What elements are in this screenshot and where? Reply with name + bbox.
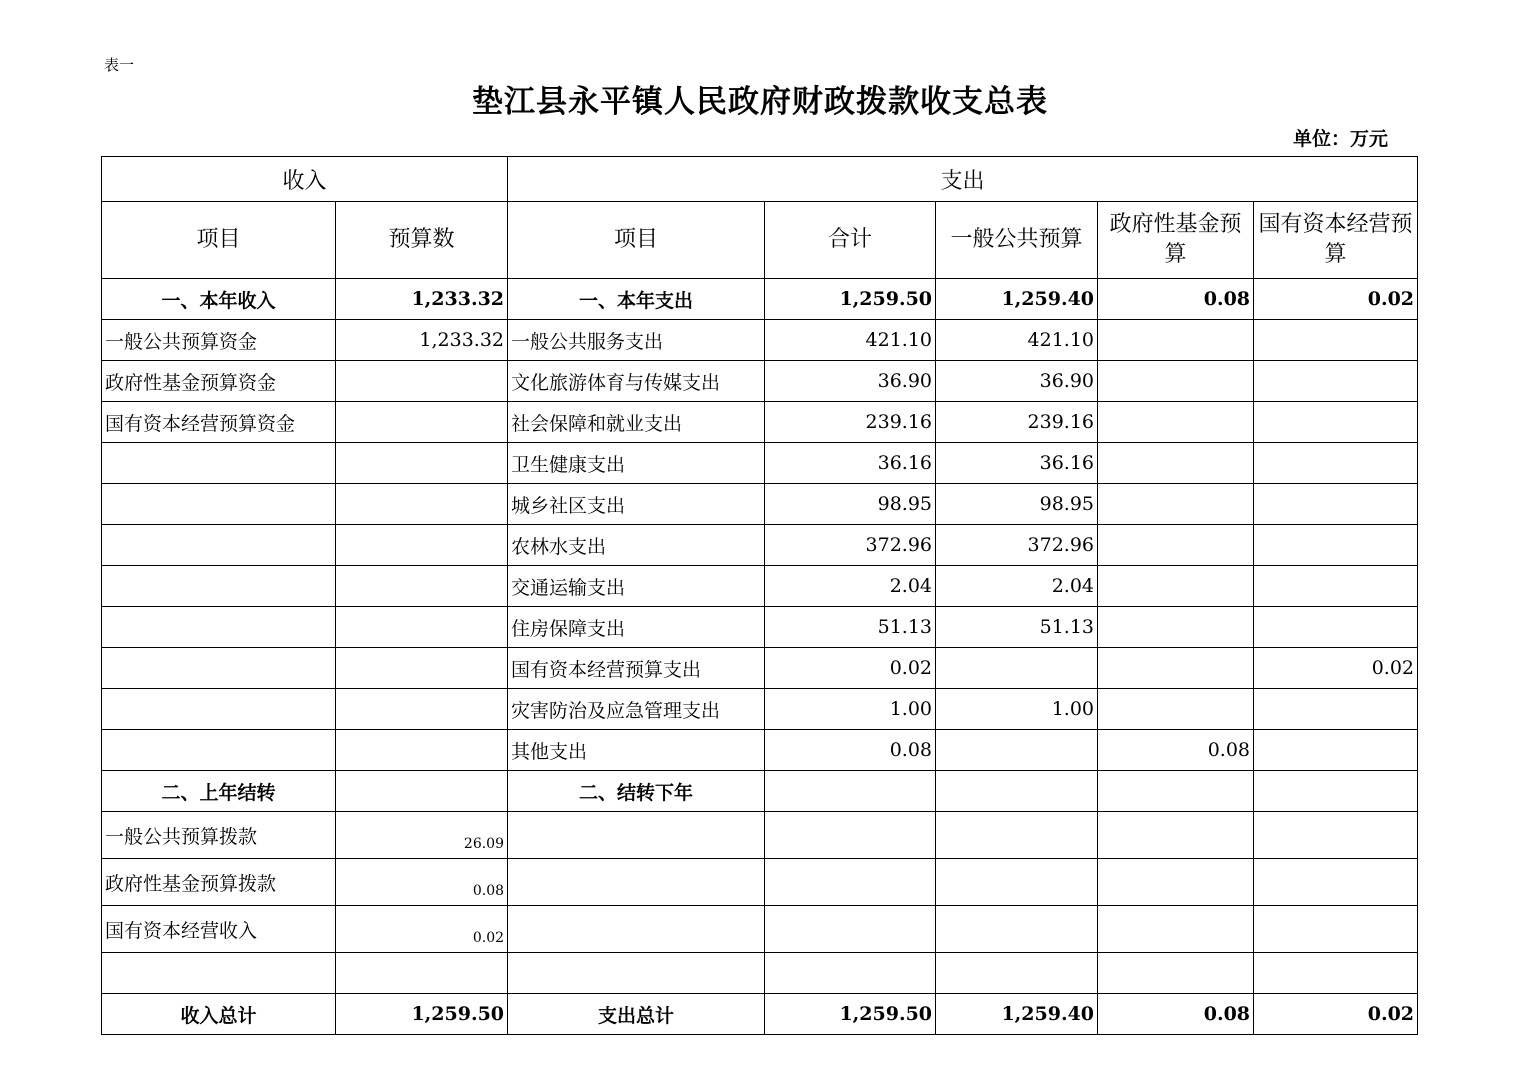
income-item-cell: 国有资本经营预算资金 [102, 402, 336, 443]
expense-total-cell [765, 859, 936, 906]
state-capital-cell [1254, 443, 1418, 484]
fund-budget-cell [1098, 689, 1254, 730]
fund-budget-cell: 0.08 [1098, 730, 1254, 771]
income-budget-cell [336, 484, 508, 525]
state-capital-cell [1254, 566, 1418, 607]
state-capital-budget-header: 国有资本经营预算 [1254, 202, 1418, 279]
table-row [102, 566, 1418, 607]
state-capital-cell [1254, 607, 1418, 648]
fund-budget-cell [1098, 320, 1254, 361]
state-capital-cell [1254, 730, 1418, 771]
income-item-cell [102, 525, 336, 566]
income-item-cell: 政府性基金预算拨款 [102, 859, 336, 906]
general-budget-cell [936, 953, 1098, 994]
expense-item-cell: 交通运输支出 [508, 566, 765, 607]
expense-total-cell: 1,259.50 [765, 994, 936, 1035]
expense-total-cell: 0.02 [765, 648, 936, 689]
expense-total-cell: 36.16 [765, 443, 936, 484]
table-row [102, 525, 1418, 566]
fund-budget-cell [1098, 607, 1254, 648]
general-budget-cell: 421.10 [936, 320, 1098, 361]
income-item-cell [102, 648, 336, 689]
fund-budget-cell [1098, 402, 1254, 443]
income-item-cell [102, 689, 336, 730]
state-capital-cell [1254, 484, 1418, 525]
income-item-cell: 国有资本经营收入 [102, 906, 336, 953]
fund-budget-cell [1098, 484, 1254, 525]
general-budget-header: 一般公共预算 [936, 202, 1098, 279]
expense-item-cell: 一般公共服务支出 [508, 320, 765, 361]
income-header: 收入 [102, 157, 508, 202]
expense-total-cell [765, 906, 936, 953]
expense-item-cell [508, 859, 765, 906]
general-budget-cell: 2.04 [936, 566, 1098, 607]
state-capital-cell [1254, 402, 1418, 443]
budget-header: 预算数 [336, 202, 508, 279]
expense-item-cell: 国有资本经营预算支出 [508, 648, 765, 689]
general-budget-cell: 239.16 [936, 402, 1098, 443]
page-title: 垫江县永平镇人民政府财政拨款收支总表 [472, 84, 1048, 120]
fund-budget-cell: 0.08 [1098, 994, 1254, 1035]
expense-item-cell: 一、本年支出 [508, 279, 765, 320]
general-budget-cell: 98.95 [936, 484, 1098, 525]
expense-total-cell: 0.08 [765, 730, 936, 771]
table-row [102, 279, 1418, 320]
fund-budget-cell [1098, 566, 1254, 607]
general-budget-cell [936, 859, 1098, 906]
table-row [102, 443, 1418, 484]
fund-budget-cell [1098, 771, 1254, 812]
income-item-cell: 一、本年收入 [102, 279, 336, 320]
state-capital-cell [1254, 953, 1418, 994]
expense-item-cell: 社会保障和就业支出 [508, 402, 765, 443]
expense-item-cell [508, 953, 765, 994]
income-budget-cell [336, 402, 508, 443]
expense-total-cell: 421.10 [765, 320, 936, 361]
income-item-cell [102, 953, 336, 994]
income-item-cell [102, 730, 336, 771]
expense-total-cell: 98.95 [765, 484, 936, 525]
table-row [102, 648, 1418, 689]
income-budget-cell: 0.08 [336, 859, 508, 906]
general-budget-cell: 36.16 [936, 443, 1098, 484]
expense-item-cell: 支出总计 [508, 994, 765, 1035]
table-row [102, 906, 1418, 953]
table-row [102, 484, 1418, 525]
expense-total-cell: 51.13 [765, 607, 936, 648]
state-capital-cell [1254, 320, 1418, 361]
expense-item-cell: 二、结转下年 [508, 771, 765, 812]
income-item-cell [102, 484, 336, 525]
expense-total-cell: 1.00 [765, 689, 936, 730]
state-capital-cell [1254, 689, 1418, 730]
income-budget-cell [336, 730, 508, 771]
general-budget-cell: 372.96 [936, 525, 1098, 566]
header-row-2 [102, 202, 1418, 279]
expense-total-cell [765, 953, 936, 994]
table-row [102, 953, 1418, 994]
unit-label: 单位：万元 [1292, 128, 1388, 150]
expense-item-cell: 文化旅游体育与传媒支出 [508, 361, 765, 402]
expense-item-cell: 城乡社区支出 [508, 484, 765, 525]
fund-budget-cell [1098, 648, 1254, 689]
income-item-cell: 收入总计 [102, 994, 336, 1035]
state-capital-cell [1254, 906, 1418, 953]
table-row [102, 607, 1418, 648]
total-header: 合计 [765, 202, 936, 279]
general-budget-cell: 51.13 [936, 607, 1098, 648]
expense-total-cell: 372.96 [765, 525, 936, 566]
fund-budget-cell [1098, 361, 1254, 402]
budget-table [101, 156, 1418, 1035]
income-budget-cell [336, 525, 508, 566]
general-budget-cell [936, 771, 1098, 812]
table-row [102, 994, 1418, 1035]
income-budget-cell [336, 953, 508, 994]
expense-total-cell: 1,259.50 [765, 279, 936, 320]
table-row [102, 730, 1418, 771]
income-budget-cell [336, 566, 508, 607]
fund-budget-header: 政府性基金预算 [1098, 202, 1254, 279]
expense-item-header: 项目 [508, 202, 765, 279]
expense-total-cell [765, 771, 936, 812]
general-budget-cell: 1,259.40 [936, 279, 1098, 320]
fund-budget-cell [1098, 443, 1254, 484]
table-row [102, 812, 1418, 859]
income-item-cell [102, 607, 336, 648]
fund-budget-cell [1098, 906, 1254, 953]
expense-item-cell: 其他支出 [508, 730, 765, 771]
table-row [102, 689, 1418, 730]
expense-total-cell: 36.90 [765, 361, 936, 402]
income-budget-cell [336, 648, 508, 689]
state-capital-cell: 0.02 [1254, 279, 1418, 320]
general-budget-cell [936, 812, 1098, 859]
fund-budget-cell [1098, 859, 1254, 906]
income-item-cell: 政府性基金预算资金 [102, 361, 336, 402]
general-budget-cell [936, 906, 1098, 953]
state-capital-cell [1254, 525, 1418, 566]
table-row [102, 320, 1418, 361]
state-capital-cell: 0.02 [1254, 994, 1418, 1035]
table-row [102, 361, 1418, 402]
income-budget-cell: 1,233.32 [336, 279, 508, 320]
general-budget-cell [936, 730, 1098, 771]
table-row [102, 771, 1418, 812]
income-budget-cell: 0.02 [336, 906, 508, 953]
expense-item-cell: 住房保障支出 [508, 607, 765, 648]
header-row-1 [102, 157, 1418, 202]
general-budget-cell [936, 648, 1098, 689]
income-budget-cell [336, 361, 508, 402]
sheet-label: 表一 [104, 56, 135, 74]
general-budget-cell: 36.90 [936, 361, 1098, 402]
income-item-cell: 一般公共预算资金 [102, 320, 336, 361]
income-budget-cell: 1,259.50 [336, 994, 508, 1035]
state-capital-cell [1254, 859, 1418, 906]
income-item-header: 项目 [102, 202, 336, 279]
table-row [102, 859, 1418, 906]
income-budget-cell: 1,233.32 [336, 320, 508, 361]
fund-budget-cell [1098, 525, 1254, 566]
income-item-cell: 一般公共预算拨款 [102, 812, 336, 859]
income-item-cell [102, 566, 336, 607]
expense-total-cell [765, 812, 936, 859]
table-body [102, 279, 1418, 1035]
expense-item-cell: 卫生健康支出 [508, 443, 765, 484]
fund-budget-cell [1098, 812, 1254, 859]
expense-header: 支出 [508, 157, 1418, 202]
general-budget-cell: 1,259.40 [936, 994, 1098, 1035]
expense-item-cell [508, 906, 765, 953]
table-row [102, 402, 1418, 443]
income-budget-cell [336, 607, 508, 648]
expense-item-cell [508, 812, 765, 859]
expense-total-cell: 2.04 [765, 566, 936, 607]
income-budget-cell [336, 771, 508, 812]
state-capital-cell: 0.02 [1254, 648, 1418, 689]
general-budget-cell: 1.00 [936, 689, 1098, 730]
expense-item-cell: 灾害防治及应急管理支出 [508, 689, 765, 730]
income-item-cell [102, 443, 336, 484]
income-item-cell: 二、上年结转 [102, 771, 336, 812]
income-budget-cell [336, 443, 508, 484]
state-capital-cell [1254, 812, 1418, 859]
expense-item-cell: 农林水支出 [508, 525, 765, 566]
income-budget-cell: 26.09 [336, 812, 508, 859]
fund-budget-cell [1098, 953, 1254, 994]
state-capital-cell [1254, 361, 1418, 402]
state-capital-cell [1254, 771, 1418, 812]
fund-budget-cell: 0.08 [1098, 279, 1254, 320]
expense-total-cell: 239.16 [765, 402, 936, 443]
income-budget-cell [336, 689, 508, 730]
